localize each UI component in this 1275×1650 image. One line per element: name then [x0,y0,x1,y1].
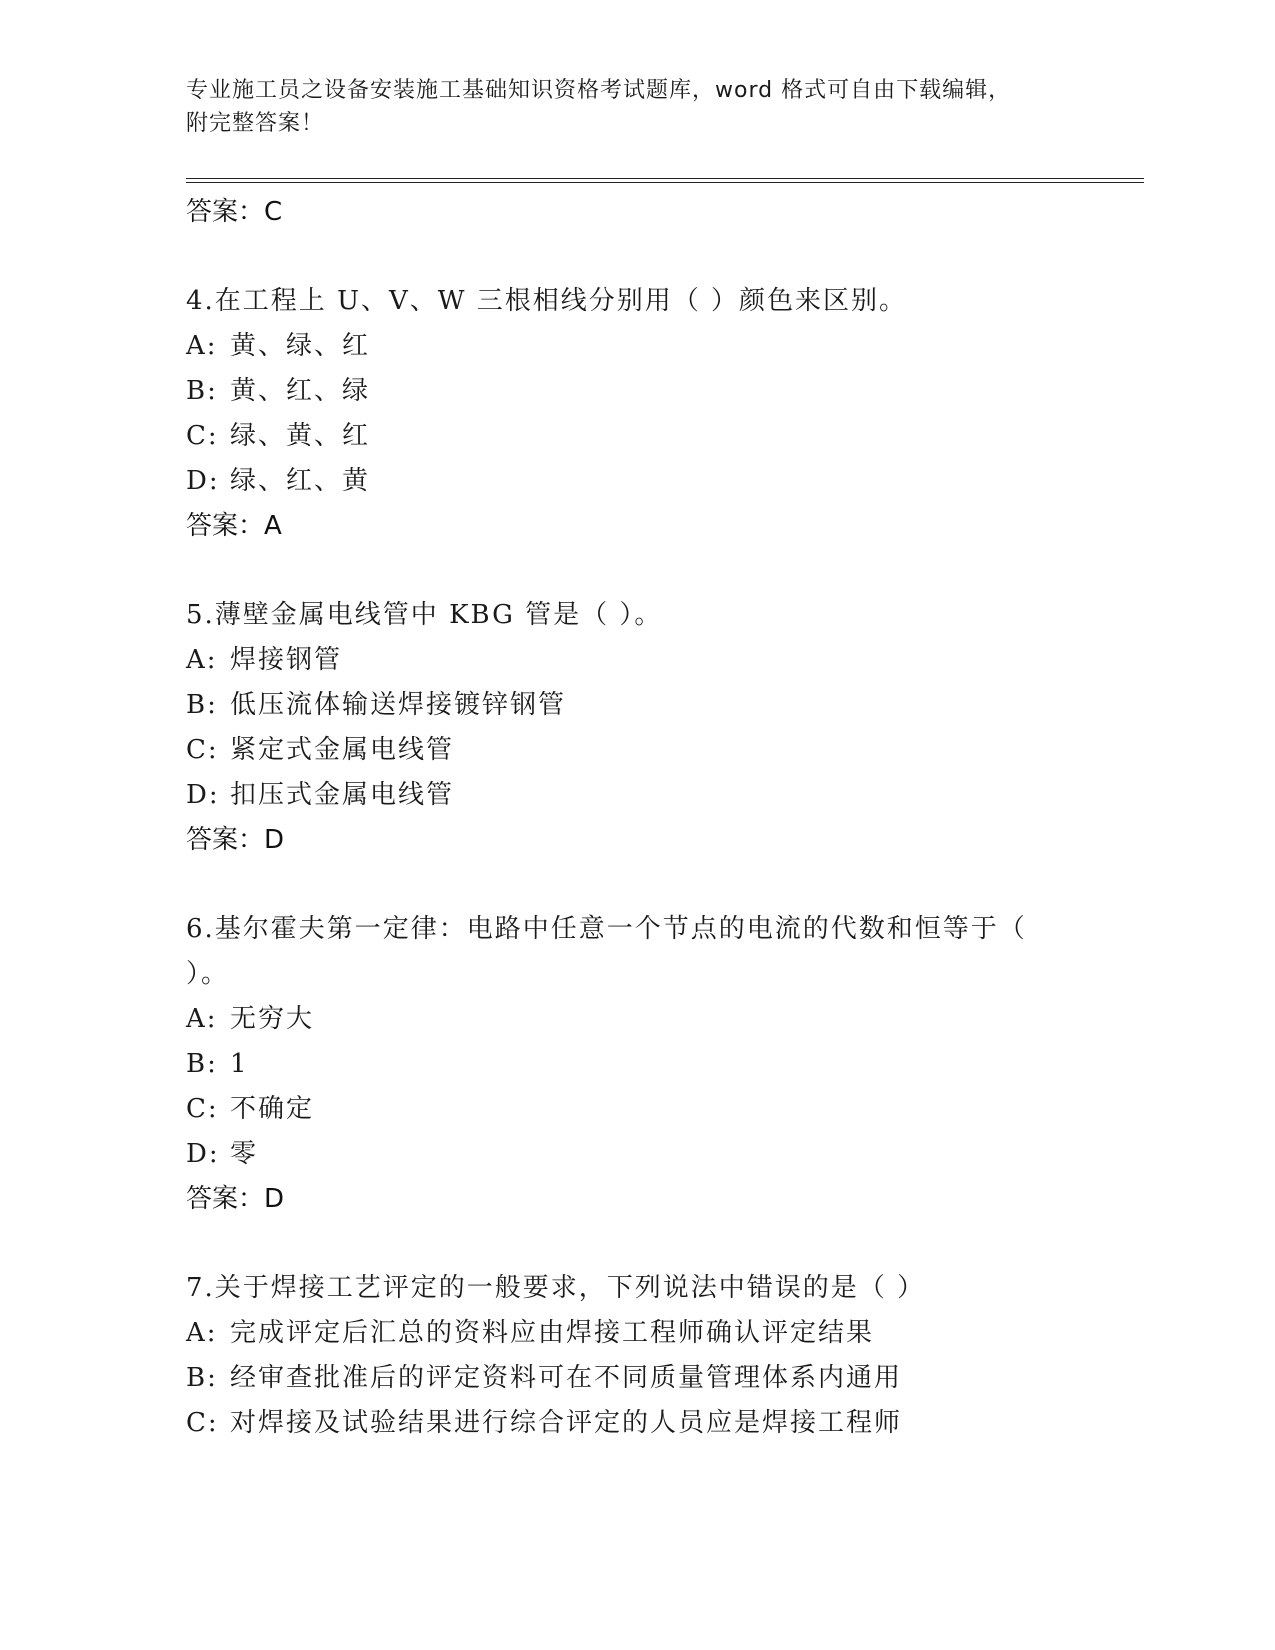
header-line-2: 附完整答案！ [186,111,325,136]
option-letter: A: [186,645,218,675]
option-letter: C: [186,421,219,451]
answer-line: 答案：D [186,825,285,855]
option-text: 绿、红、黄 [230,466,371,496]
question-block [186,1266,1086,1446]
option-text: 经审查批准后的评定资料可在不同质量管理体系内通用 [230,1363,903,1393]
option-d [186,459,1086,504]
question-stem-continuation: ）。 [186,959,230,989]
option-b [186,1042,1086,1087]
option-letter: D: [186,780,220,810]
option-letter: D: [186,466,220,496]
option-a [186,997,1086,1042]
option-text: 扣压式金属电线管 [230,780,455,810]
option-letter: C: [186,1408,219,1438]
answer-line: 答案：C [186,197,283,227]
spacer [186,1221,1086,1266]
option-text: 低压流体输送焊接镀锌钢管 [230,690,567,720]
option-a [186,324,1086,369]
option-letter: A: [186,331,218,361]
option-letter: B: [186,1049,218,1079]
option-c [186,1087,1086,1132]
answer-line: 答案：A [186,511,282,541]
option-text: 完成评定后汇总的资料应由焊接工程师确认评定结果 [230,1318,875,1348]
header-divider-bottom [186,182,1144,183]
option-letter: A: [186,1004,218,1034]
option-b [186,1356,1086,1401]
answer-line: 答案：D [186,1184,285,1214]
option-text: 焊接钢管 [230,645,343,675]
option-a [186,638,1086,683]
question-block [186,279,1086,548]
question-stem: 5.薄壁金属电线管中 KBG 管是（ ）。 [186,600,663,630]
option-text: 1 [230,1049,249,1079]
header-divider-top [186,178,1144,179]
option-letter: D: [186,1139,220,1169]
spacer [186,862,1086,907]
option-letter: B: [186,690,218,720]
option-text: 无穷大 [230,1004,315,1034]
option-letter: B: [186,376,218,406]
option-text: 对焊接及试验结果进行综合评定的人员应是焊接工程师 [230,1408,903,1438]
header-line-1: 专业施工员之设备安装施工基础知识资格考试题库，word 格式可自由下载编辑， [186,78,1012,103]
question-stem: 4.在工程上 U、V、W 三根相线分别用（ ）颜色来区别。 [186,286,908,316]
question-block [186,907,1086,1221]
option-letter: A: [186,1318,218,1348]
option-letter: B: [186,1363,218,1393]
option-c [186,1401,1086,1446]
option-text: 黄、绿、红 [230,331,371,361]
option-b [186,369,1086,414]
option-text: 紧定式金属电线管 [230,735,455,765]
option-c [186,728,1086,773]
question-stem: 7.关于焊接工艺评定的一般要求，下列说法中错误的是（ ） [186,1273,926,1303]
option-d [186,1132,1086,1177]
option-text: 黄、红、绿 [230,376,371,406]
option-b [186,683,1086,728]
option-letter: C: [186,1094,219,1124]
document-header [186,74,1086,140]
option-text: 绿、黄、红 [230,421,371,451]
option-text: 不确定 [230,1094,315,1124]
option-letter: C: [186,735,219,765]
question-stem: 6.基尔霍夫第一定律：电路中任意一个节点的电流的代数和恒等于（ [186,914,1027,944]
option-c [186,414,1086,459]
question-block [186,593,1086,862]
question-list [186,190,1086,1446]
option-a [186,1311,1086,1356]
spacer [186,234,1086,279]
spacer [186,548,1086,593]
option-d [186,773,1086,818]
option-text: 零 [230,1139,259,1169]
